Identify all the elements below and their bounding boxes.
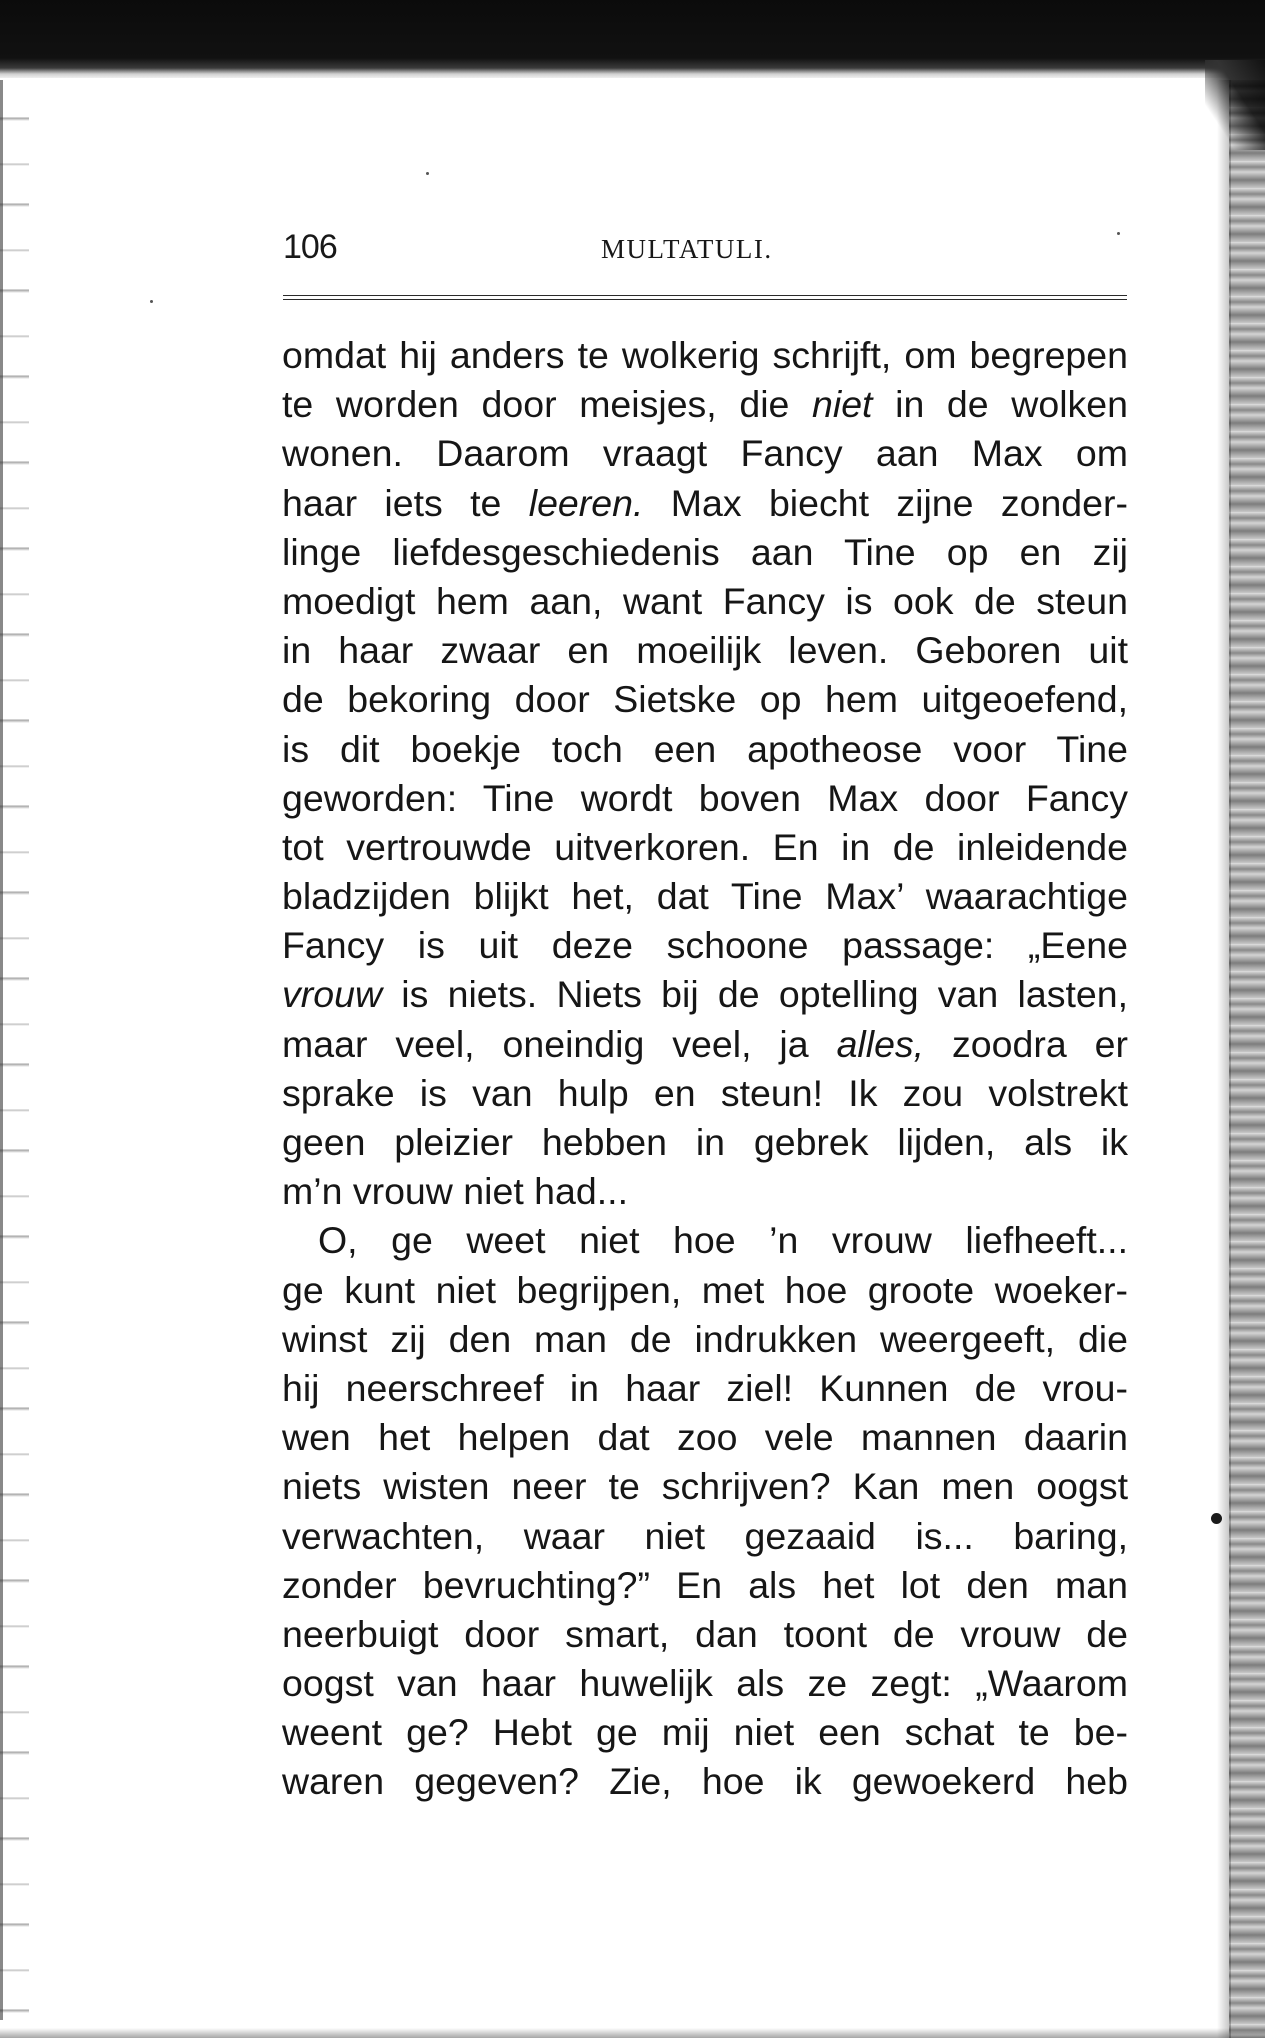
- text-line: [282, 725, 1128, 774]
- text-line: [282, 1364, 1128, 1413]
- scan-speck: [150, 300, 153, 303]
- text-segment: in de wolken: [872, 383, 1128, 426]
- text-line: [282, 970, 1128, 1019]
- text-line: [282, 1757, 1128, 1806]
- text-segment: oogst van haar huwelijk als ze zegt: „Waarom: [282, 1662, 1128, 1705]
- scan-edge-left: [0, 80, 29, 2020]
- text-line: [282, 380, 1128, 429]
- text-segment: maar veel, oneindig veel, ja: [282, 1022, 837, 1065]
- text-line: [282, 626, 1128, 675]
- scan-speck: [426, 172, 429, 175]
- text-segment: niets wisten neer te schrijven? Kan men oogst: [282, 1465, 1128, 1508]
- text-segment: Max biecht zijne zonder-: [643, 481, 1128, 524]
- text-segment: hij neerschreef in haar ziel! Kunnen de vrou-: [282, 1366, 1128, 1409]
- text-segment: neerbuigt door smart, dan toont de vrouw de: [282, 1612, 1128, 1655]
- text-segment: m’n vrouw niet had...: [282, 1170, 628, 1213]
- body-text: [282, 331, 1128, 1807]
- text-line: [282, 1462, 1128, 1511]
- italic-text-segment: vrouw: [282, 973, 383, 1016]
- text-line: [282, 921, 1128, 970]
- text-line: [282, 1561, 1128, 1610]
- text-line: [282, 774, 1128, 823]
- text-line: [282, 1659, 1128, 1708]
- scan-speck: [1117, 232, 1120, 235]
- text-line: [282, 1315, 1128, 1364]
- text-line: [282, 1020, 1128, 1069]
- text-segment: te worden door meisjes, die: [282, 383, 813, 426]
- text-line: [282, 1118, 1128, 1167]
- text-line: [282, 1512, 1128, 1561]
- text-line: [282, 528, 1128, 577]
- text-line: [282, 429, 1128, 478]
- text-segment: weent ge? Hebt ge mij niet een schat te be-: [282, 1711, 1128, 1754]
- text-segment: moedigt hem aan, want Fancy is ook de steun: [282, 579, 1128, 622]
- text-segment: wonen. Daarom vraagt Fancy aan Max om: [282, 432, 1128, 475]
- text-segment: de bekoring door Sietske op hem uitgeoefend,: [282, 678, 1128, 721]
- text-segment: tot vertrouwde uitverkoren. En in de inleidende: [282, 825, 1128, 868]
- text-line: [282, 1216, 1128, 1265]
- text-segment: geworden: Tine wordt boven Max door Fancy: [282, 776, 1128, 819]
- text-segment: ge kunt niet begrijpen, met hoe groote woeker-: [282, 1268, 1128, 1311]
- text-segment: zoodra er: [924, 1022, 1129, 1065]
- text-line: [282, 1413, 1128, 1462]
- text-segment: zonder bevruchting?” En als het lot den man: [282, 1563, 1128, 1606]
- scan-edge-bottom: [0, 2028, 1265, 2038]
- ink-dot-mark: [1211, 1513, 1222, 1524]
- text-segment: verwachten, waar niet gezaaid is... baring,: [282, 1514, 1128, 1557]
- italic-text-segment: leeren.: [528, 481, 644, 524]
- italic-text-segment: alles,: [836, 1022, 925, 1065]
- text-segment: waren gegeven? Zie, hoe ik gewoekerd heb: [282, 1760, 1128, 1803]
- text-line: [282, 1708, 1128, 1757]
- text-segment: sprake is van hulp en steun! Ik zou volstrekt: [282, 1071, 1128, 1114]
- text-line: [282, 675, 1128, 724]
- italic-text-segment: niet: [812, 383, 873, 426]
- scan-border-top: [0, 0, 1265, 78]
- text-segment: is dit boekje toch een apotheose voor Tine: [282, 727, 1128, 770]
- text-segment: is niets. Niets bij de optelling van lasten,: [382, 973, 1128, 1016]
- text-line: [282, 872, 1128, 921]
- header-double-rule: [283, 295, 1127, 300]
- text-segment: winst zij den man de indrukken weergeeft, die: [282, 1317, 1128, 1360]
- text-segment: linge liefdesgeschiedenis aan Tine op en zij: [282, 530, 1128, 573]
- text-segment: haar iets te: [282, 481, 529, 524]
- page-header: [0, 228, 1265, 278]
- text-line: [282, 823, 1128, 872]
- text-line: [282, 479, 1128, 528]
- text-segment: bladzijden blijkt het, dat Tine Max’ waarachtige: [282, 875, 1128, 918]
- scan-edge-right: [1229, 80, 1265, 2038]
- text-line: [282, 1069, 1128, 1118]
- running-title: MULTATULI.: [601, 234, 773, 264]
- text-line: [282, 1266, 1128, 1315]
- text-line: [282, 1167, 1128, 1216]
- text-segment: geen pleizier hebben in gebrek lijden, als ik: [282, 1121, 1128, 1163]
- text-segment: in haar zwaar en moeilijk leven. Geboren uit: [282, 629, 1128, 672]
- text-line: [282, 577, 1128, 626]
- page-number: 106: [283, 228, 337, 266]
- text-segment: omdat hij anders te wolkerig schrijft, om begrepen: [282, 334, 1128, 376]
- text-segment: O, ge weet niet hoe ’n vrouw liefheeft...: [318, 1219, 1128, 1262]
- text-line: [282, 331, 1128, 380]
- text-segment: wen het helpen dat zoo vele mannen daarin: [282, 1416, 1128, 1459]
- text-segment: Fancy is uit deze schoone passage: „Eene: [282, 924, 1128, 967]
- text-line: [282, 1610, 1128, 1659]
